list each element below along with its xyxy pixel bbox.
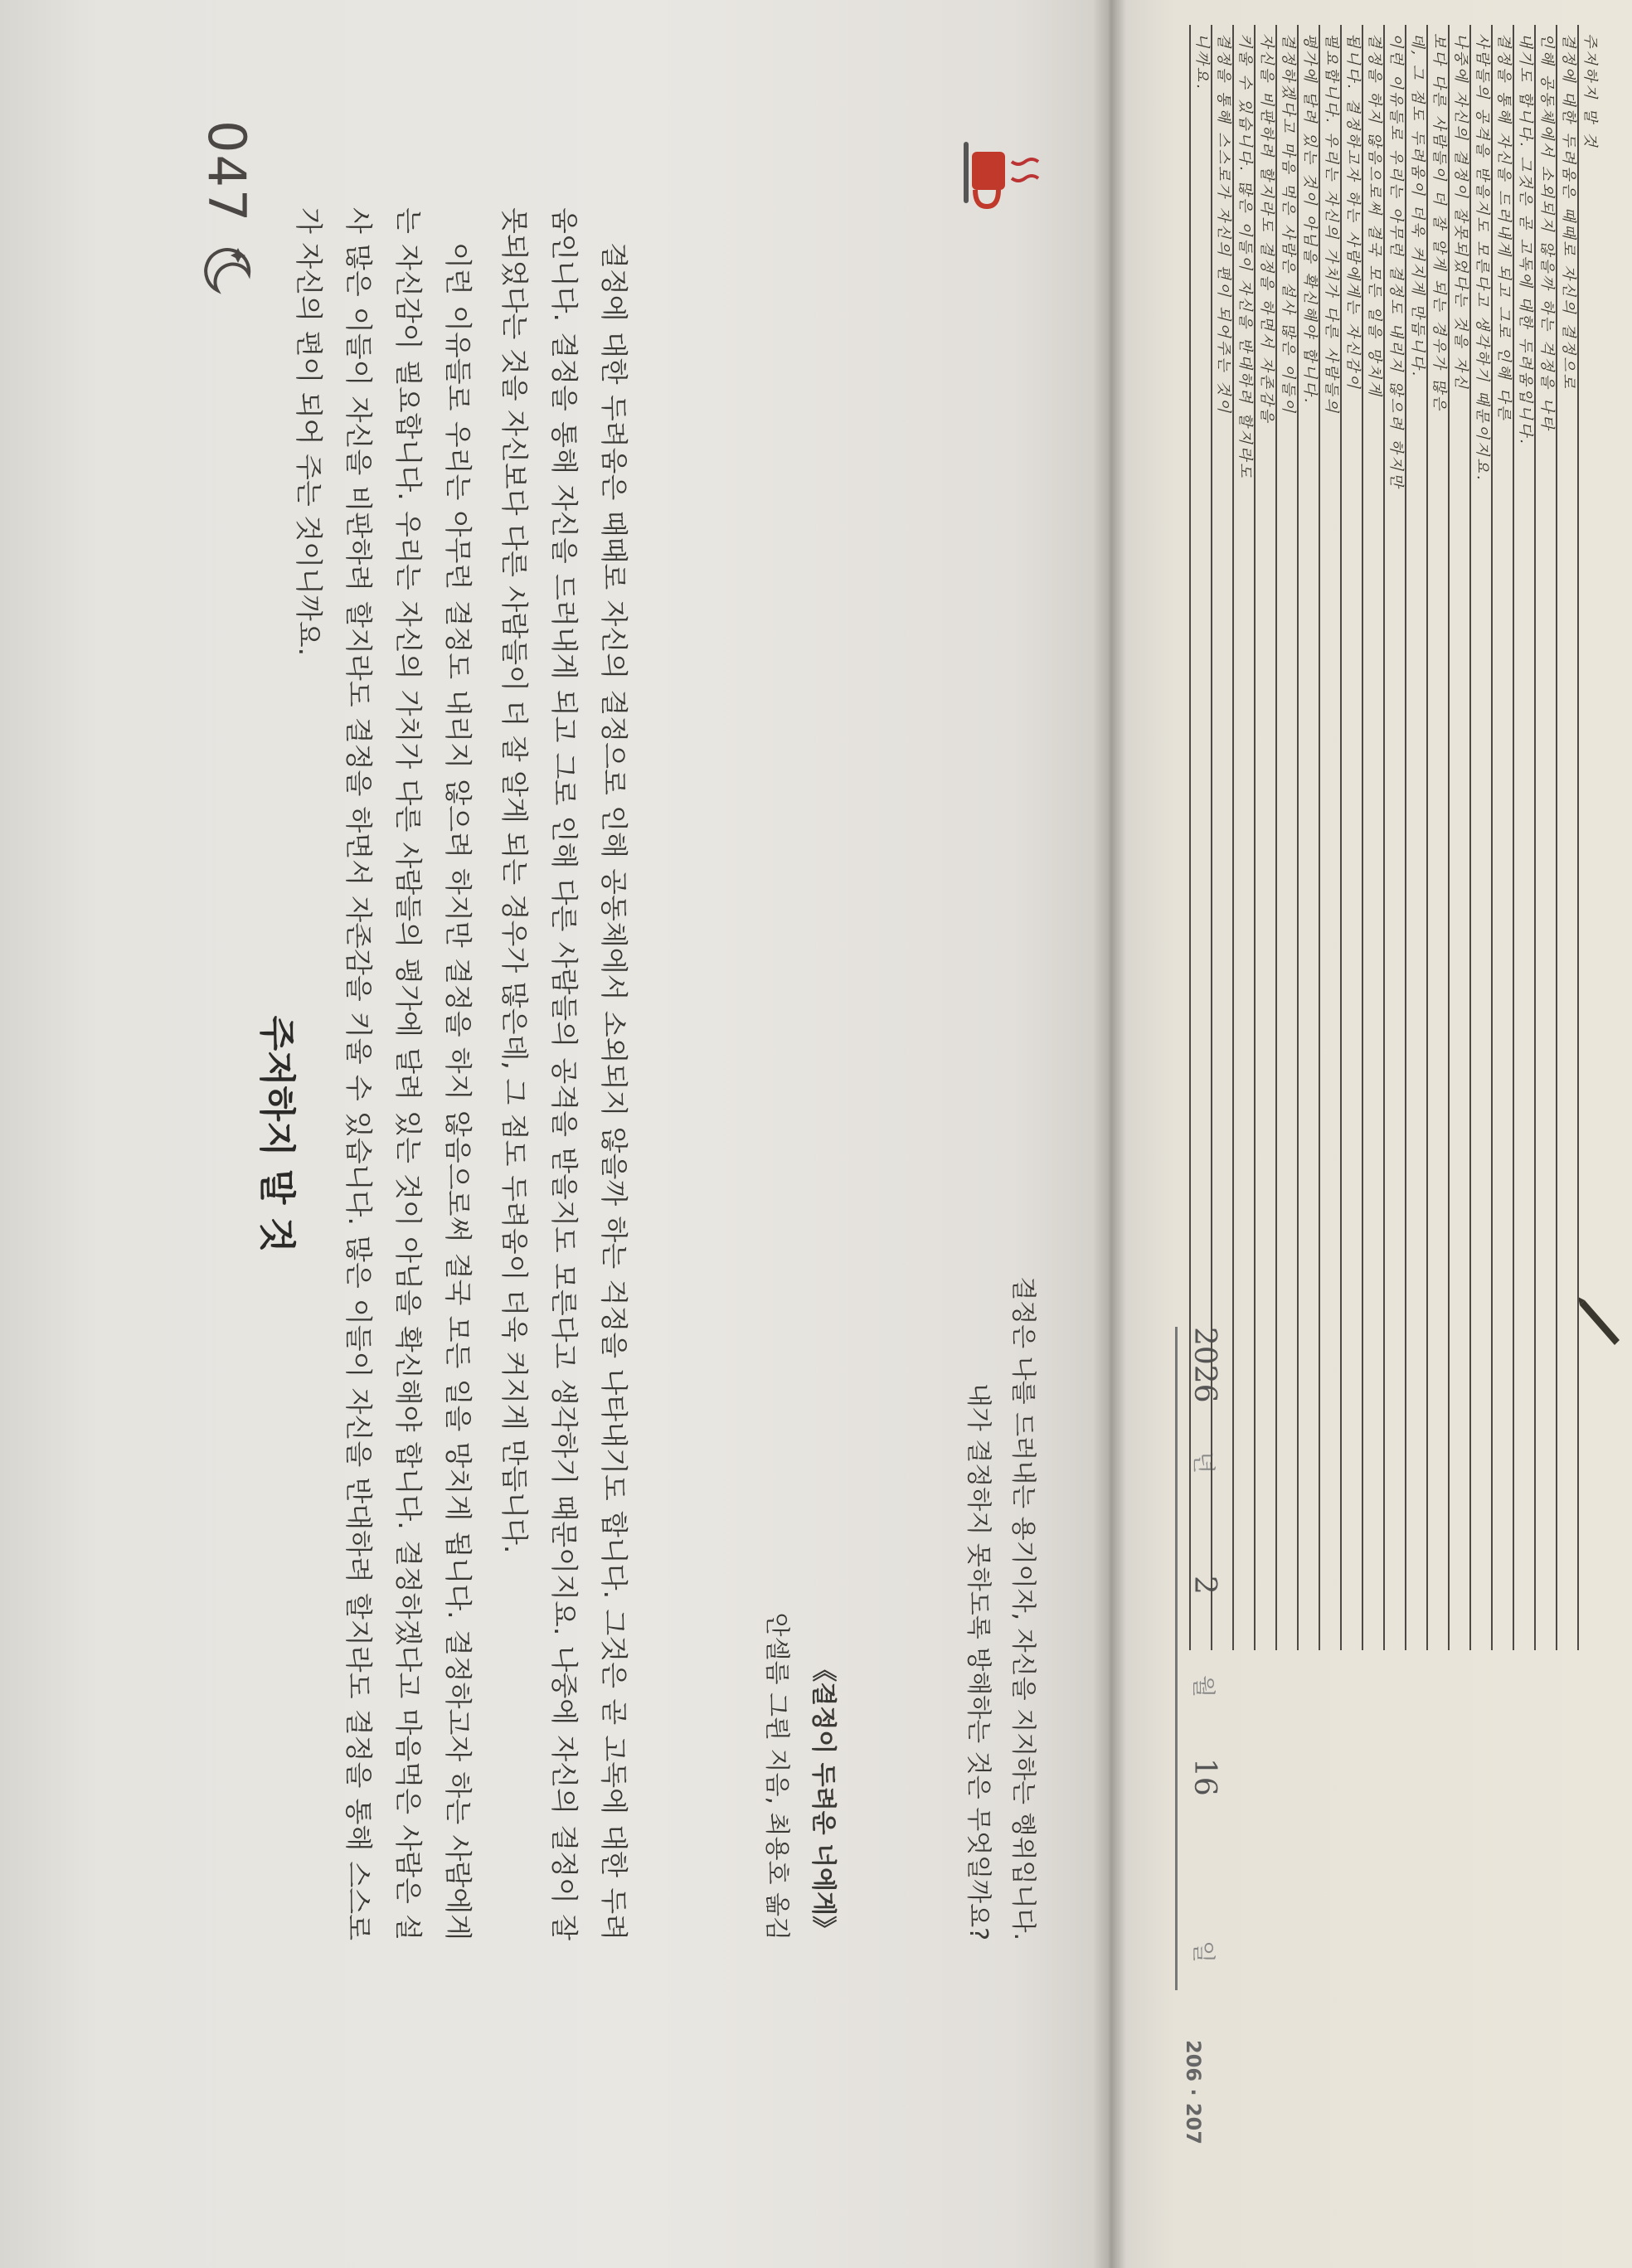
crescent-moon-icon (199, 240, 257, 299)
handwriting-line: 키울 수 있습니다. 많은 이들이 자신을 반대하려 할지라도 (1232, 25, 1254, 1650)
handwriting-line: 주저하지 말 것 (1577, 25, 1599, 1650)
handwriting-line: 됩니다. 결정하고자 하는 사람에게는 자신감이 (1340, 25, 1362, 1650)
handwriting-line: 이런 이유들로 우리는 아무런 결정도 내리지 않으려 하지만 (1383, 25, 1405, 1650)
date-month-unit: 월 (1190, 1675, 1217, 1698)
date-underline (1175, 1327, 1178, 1990)
handwriting-line: 결정을 통해 스스로가 자신의 편이 되어주는 것이 (1211, 25, 1232, 1650)
coffee-cup-icon (954, 137, 1045, 211)
source-author: 안셀름 그륀 지음, 최용호 옮김 (762, 1612, 791, 1940)
source-book: 《결정이 두려운 너에게》 (809, 1657, 838, 1940)
handwriting-line: 보다 다른 사람들이 더 잘 알게 되는 경우가 많은 (1426, 25, 1448, 1650)
handwriting-line: 니까요. (1189, 25, 1211, 1650)
right-page-content (1115, 0, 1632, 2268)
date-day-unit: 일 (1190, 1940, 1217, 1964)
entry-number: 047 (197, 120, 257, 224)
handwriting-line: 결정을 통해 자신을 드러내게 되고 그로 인해 다른 (1491, 25, 1513, 1650)
passage-body (277, 207, 639, 1940)
date-day: 16 (1188, 1758, 1222, 1796)
handwriting-line: 결정을 하지 않음으로써 결국 모든 일을 망치게 (1362, 25, 1383, 1650)
reflection-prompt (955, 207, 1045, 1940)
handwriting-line: 결정에 대한 두려움은 때때로 자신의 결정으로 (1556, 25, 1577, 1650)
entry-title: 주저하지 말 것 (255, 1015, 298, 1253)
date-year: 2026 (1188, 1327, 1222, 1403)
handwriting-line: 사람들의 공격을 받을지도 모른다고 생각하기 때문이지요. (1469, 25, 1491, 1650)
handwriting-line: 평가에 달려 있는 것이 아님을 확신해야 합니다. (1297, 25, 1319, 1650)
passage-paragraph: 이런 이유들로 우리는 아무런 결정도 내리지 않으려 하지만 결정을 하지 않음으로써 결국 모든 일을 망치게 됩니다. 결정하고자 하는 사람에게는 자신감이 필요합니다. 우리는 자신의 가치가 다른 사람들의 평가에 달려 있는 것이 아님을 확신해야 합니다. 결정하겠다고 마음먹은 사람은 설사 많은 이들이 자신을 비판하려 할지라도 결정을 하면서 자존감을 키울 수 있습니다. 많은 이들이 자신을 반대하려 할지라도 결정을 통해 스스로가 자신의 편이 되어 주는 것이니까요. (293, 207, 474, 1940)
handwriting-line: 내기도 합니다. 그것은 곧 고독에 대한 두려움입니다. (1513, 25, 1534, 1650)
handwriting-line: 나중에 자신의 결정이 잘못되었다는 것을 자신 (1448, 25, 1469, 1650)
passage-paragraph: 결정에 대한 두려움은 때때로 자신의 결정으로 인해 공동체에서 소외되지 않을까 하는 걱정을 나타내기도 합니다. 그것은 곧 고독에 대한 두려움인니다. 결정을 통해 자신을 드러내게 되고 그로 인해 다른 사람들의 공격을 받을지도 모른다고 생각하기 때문이지요. 나중에 자신의 결정이 잘못되었다는 것을 자신보다 다른 사람들이 더 잘 알게 되는 경우가 많은데, 그 점도 두려움이 더욱 커지게 만듭니다. (498, 207, 630, 1940)
prompt-line: 결정은 나를 드러내는 용기이자, 자신을 지지하는 행위입니다. (1008, 1276, 1037, 1940)
prompt-line: 내가 결정하지 못하도록 방해하는 것은 무엇일까요? (964, 1382, 993, 1940)
handwriting-line: 결정하겠다고 마음 먹은 사람은 설사 많은 이들이 (1275, 25, 1297, 1650)
right-page (1115, 0, 1632, 2268)
date-month: 2 (1188, 1576, 1222, 1595)
source-citation (753, 207, 846, 1940)
handwriting-line: 인해 공동체에서 소외되지 않을까 하는 걱정을 나타 (1534, 25, 1556, 1650)
handwriting-line: 자신을 비판하려 할지라도 결정을 하면서 자존감을 (1254, 25, 1275, 1650)
handwriting-line: 필요합니다. 우리는 자신의 가치가 다른 사람들의 (1319, 25, 1340, 1650)
handwriting-line: 데, 그 점도 두려움이 더욱 커지게 만듭니다. (1405, 25, 1426, 1650)
page-number: 206 · 207 (1182, 2040, 1205, 2145)
date-year-unit: 년 (1190, 1451, 1217, 1474)
